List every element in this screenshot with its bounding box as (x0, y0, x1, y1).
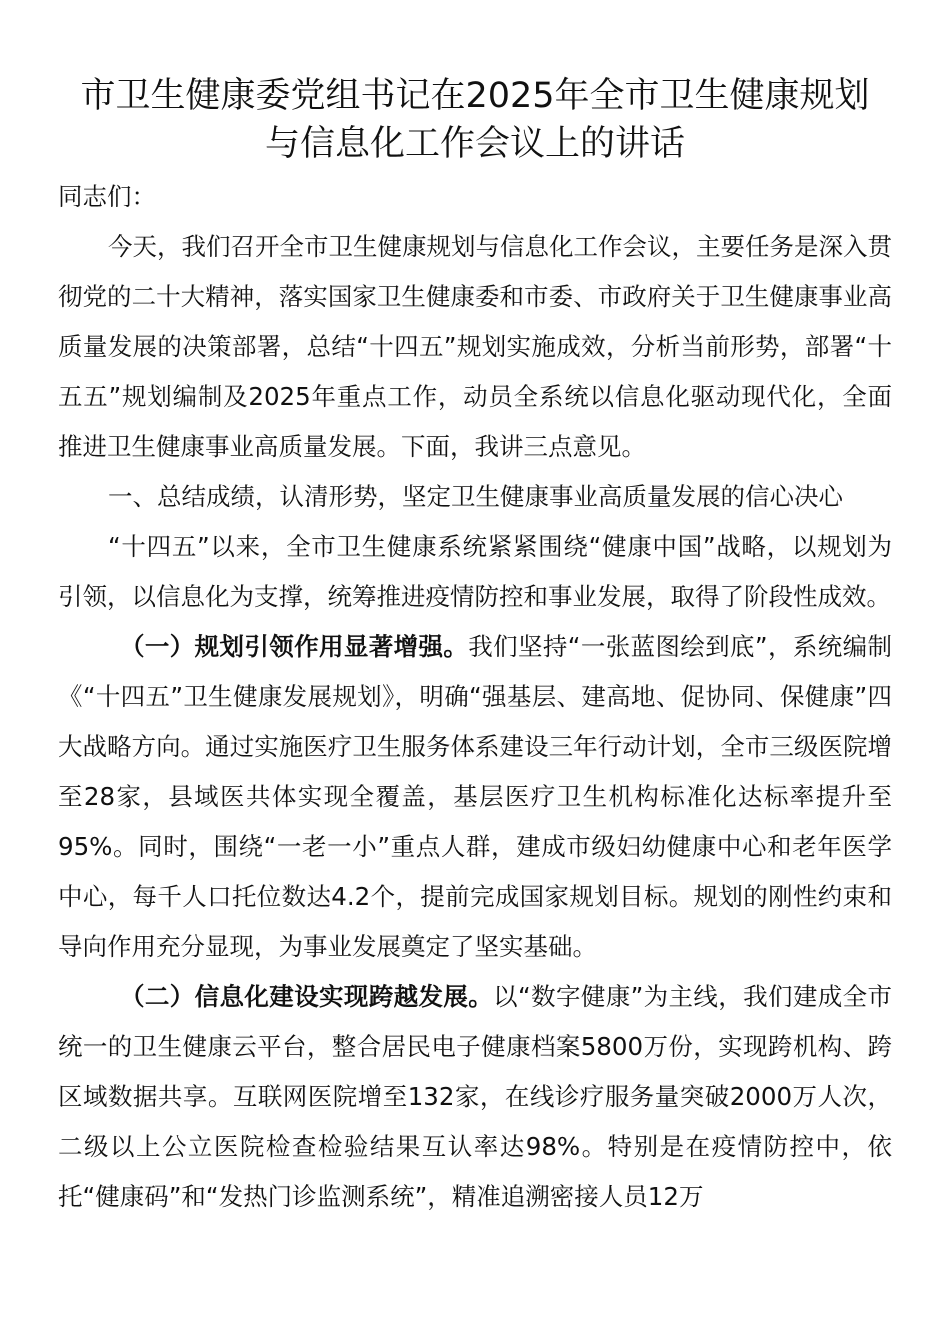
section-1-intro-paragraph: “十四五”以来，全市卫生健康系统紧紧围绕“健康中国”战略，以规划为引领，以信息化为支撑，统筹推进疫情防控和事业发展，取得了阶段性成效。 (58, 532, 892, 611)
subsection-2-heading: （二）信息化建设实现跨越发展。 (120, 982, 494, 1011)
subsection-1-heading: （一）规划引领作用显著增强。 (120, 632, 469, 661)
section-1-heading: 一、总结成绩，认清形势，坚定卫生健康事业高质量发展的信心决心 (108, 482, 843, 511)
subsection-2-body: 以“数字健康”为主线，我们建成全市统一的卫生健康云平台，整合居民电子健康档案5800万份，实现跨机构、跨区域数据共享。互联网医院增至132家，在线诊疗服务量突破2000万人次，二级以上公立医院检查检验结果互认率达98%。特别是在疫情防控中，依托“健康码”和“发热门诊监测系统”，精准追溯密接人员12万 (58, 982, 893, 1211)
document-title (58, 72, 892, 168)
intro-paragraph: 今天，我们召开全市卫生健康规划与信息化工作会议，主要任务是深入贯彻党的二十大精神，落实国家卫生健康委和市委、市政府关于卫生健康事业高质量发展的决策部署，总结“十四五”规划实施成效，分析当前形势，部署“十五五”规划编制及2025年重点工作，动员全系统以信息化驱动现代化，全面推进卫生健康事业高质量发展。下面，我讲三点意见。 (58, 232, 892, 461)
title-line-2: 与信息化工作会议上的讲话 (264, 124, 685, 164)
subsection-1-body: 我们坚持“一张蓝图绘到底”，系统编制《“十四五”卫生健康发展规划》，明确“强基层、建高地、促协同、保健康”四大战略方向。通过实施医疗卫生服务体系建设三年行动计划，全市三级医院增至28家，县域医共体实现全覆盖，基层医疗卫生机构标准化达标率提升至95%。同时，围绕“一老一小”重点人群，建成市级妇幼健康中心和老年医学中心，每千人口托位数达4.2个，提前完成国家规划目标。规划的刚性约束和导向作用充分显现，为事业发展奠定了坚实基础。 (58, 632, 893, 961)
title-line-1: 市卫生健康委党组书记在2025年全市卫生健康规划 (80, 76, 870, 116)
subsection-2-paragraph (58, 972, 892, 1222)
subsection-1-paragraph (58, 622, 892, 972)
salutation: 同志们： (58, 182, 156, 211)
